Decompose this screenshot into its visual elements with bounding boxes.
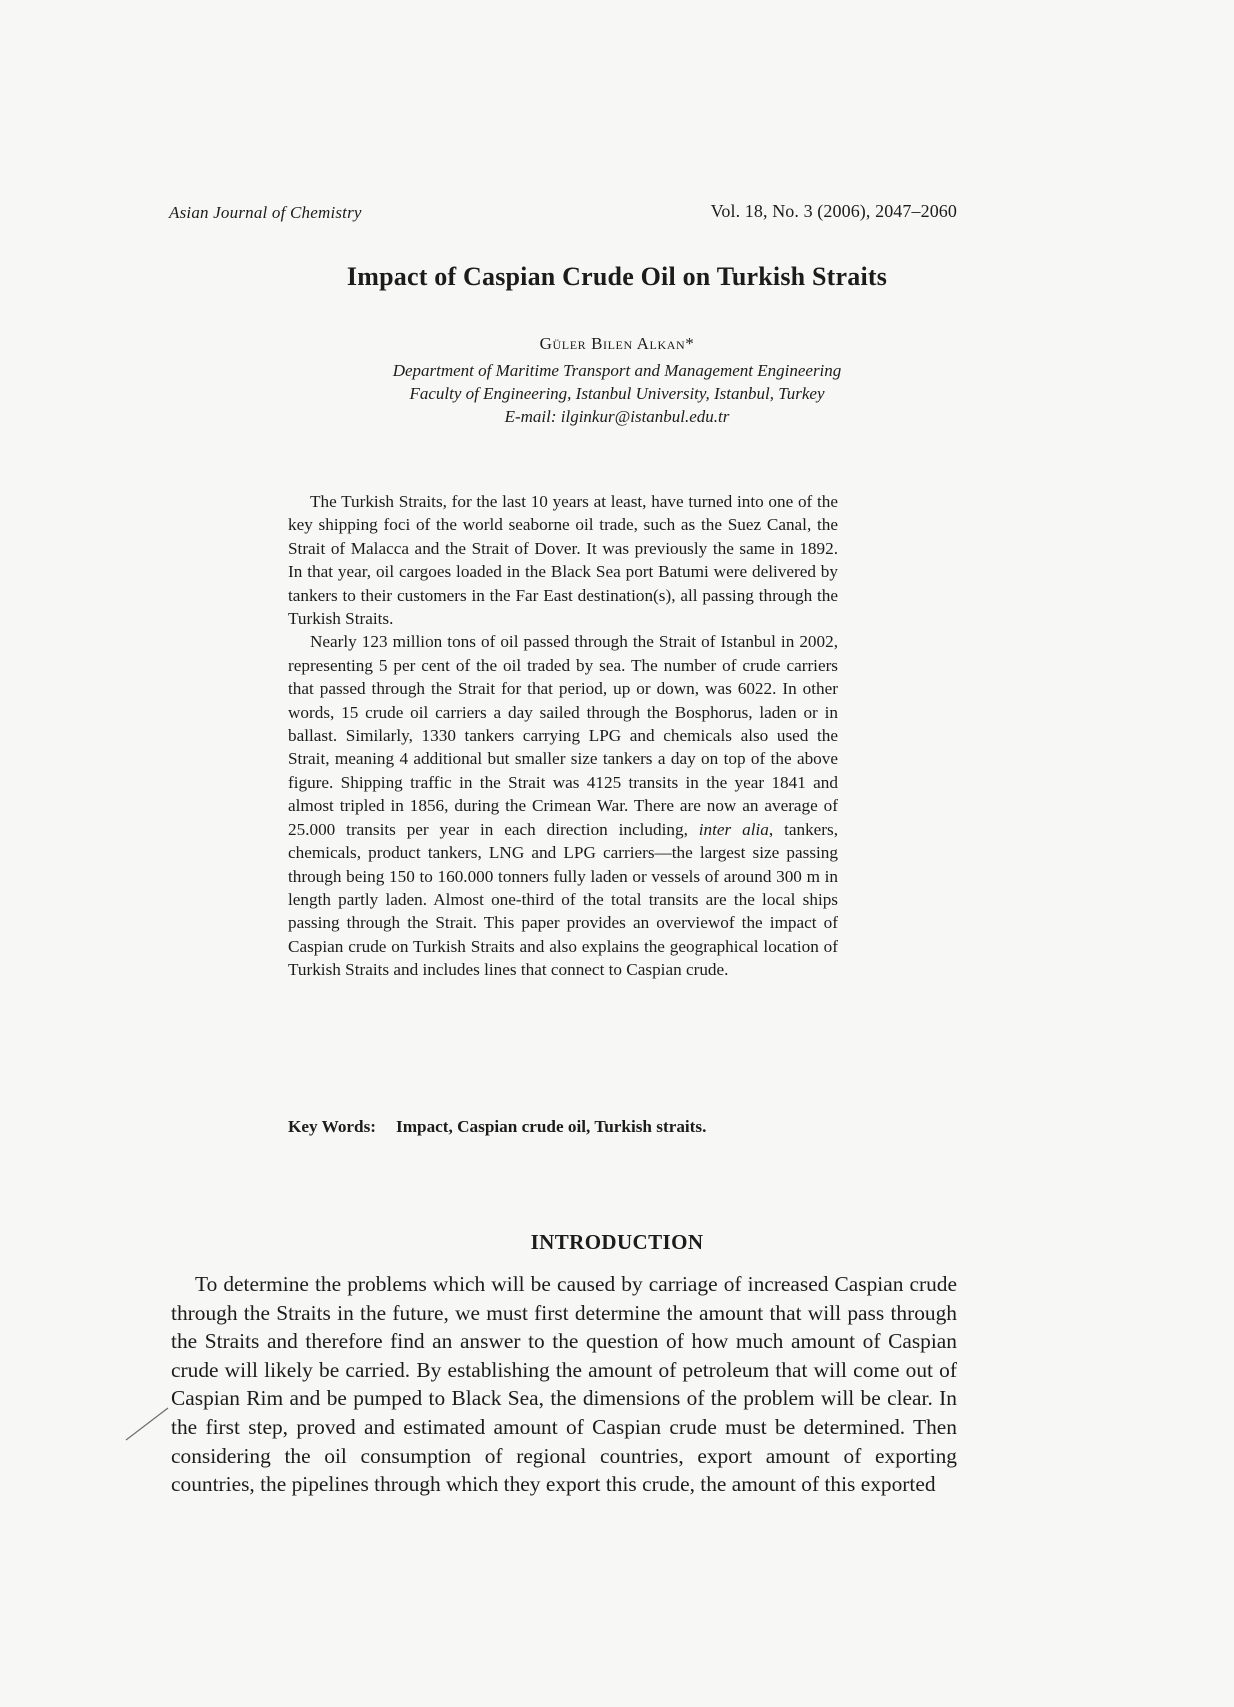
introduction-paragraph: To determine the problems which will be caused by carriage of increased Caspian crude through the Straits in the future, we must first determine the amount that will pass through the Straits and therefore find an answer to the question of how much amount of Caspian crude will likely be carried. By establishing the amount of petroleum that will come out of Caspian Rim and be pumped to Black Sea, the dimensions of the problem will be clear. In the first step, proved and estimated amount of Caspian crude must be determined. Then considering the oil consumption of regional countries, export amount of exporting countries, the pipelines through which they export this crude, the amount of this exported (171, 1272, 957, 1497)
paper-title: Impact of Caspian Crude Oil on Turkish Straits (346, 262, 888, 291)
abstract-paragraph-2-start: Nearly 123 million tons of oil passed through the Strait of Istanbul in 2002, representing 5 per cent of the oil traded by sea. The number of crude carriers that passed through the Strait for that period, up or down, was 6022. In other words, 15 crude oil carriers a day sailed through the Bosphorus, laden or in ballast. Similarly, 1330 tankers carrying LPG and chemicals also used the Strait, meaning 4 additional but smaller size tankers a day on top of the above figure. Shipping traffic in the Strait was 4125 transits in the year 1841 and almost tripled in 1856, during the Crimean War. There are now an average of 25.000 transits per year in each direction including, (288, 632, 838, 839)
abstract-paragraph-2 (288, 630, 838, 981)
keywords-label: Key Words: (288, 1117, 377, 1136)
abstract-paragraph-2-end: , tankers, chemicals, product tankers, LNG and LPG carriers—the largest size passing through being 150 to 160.000 tonners fully laden or vessels of around 300 m in length partly laden. Almost one-third of the total transits are the local ships passing through the Strait. This paper provides an overviewof the impact of Caspian crude on Turkish Straits and also explains the geographical location of Turkish Straits and includes lines that connect to Caspian crude. (288, 819, 839, 980)
keywords (288, 1117, 706, 1137)
volume-info: Vol. 18, No. 3 (2006), 2047–2060 (710, 201, 957, 221)
affiliation-department: Department of Maritime Transport and Management Engineering (392, 361, 842, 380)
affiliation-email: E-mail: ilginkur@istanbul.edu.tr (504, 407, 730, 426)
abstract-paragraph-1: The Turkish Straits, for the last 10 years at least, have turned into one of the key shipping foci of the world seaborne oil trade, such as the Suez Canal, the Strait of Malacca and the Strait of Dover. It was previously the same in 1892. In that year, oil cargoes loaded in the Black Sea port Batumi were delivered by tankers to their customers in the Far East destination(s), all passing through the Turkish Straits. (288, 492, 838, 629)
journal-name: Asian Journal of Chemistry (169, 203, 362, 222)
pencil-margin-mark (124, 1390, 184, 1450)
abstract-latin-term: inter alia (698, 819, 769, 839)
abstract (288, 490, 838, 982)
section-heading-introduction: INTRODUCTION (530, 1230, 704, 1254)
author-name: Güler Bilen Alkan* (539, 334, 695, 353)
affiliation-faculty: Faculty of Engineering, Istanbul University, Istanbul, Turkey (409, 384, 825, 403)
keywords-value: Impact, Caspian crude oil, Turkish straits. (396, 1117, 707, 1136)
